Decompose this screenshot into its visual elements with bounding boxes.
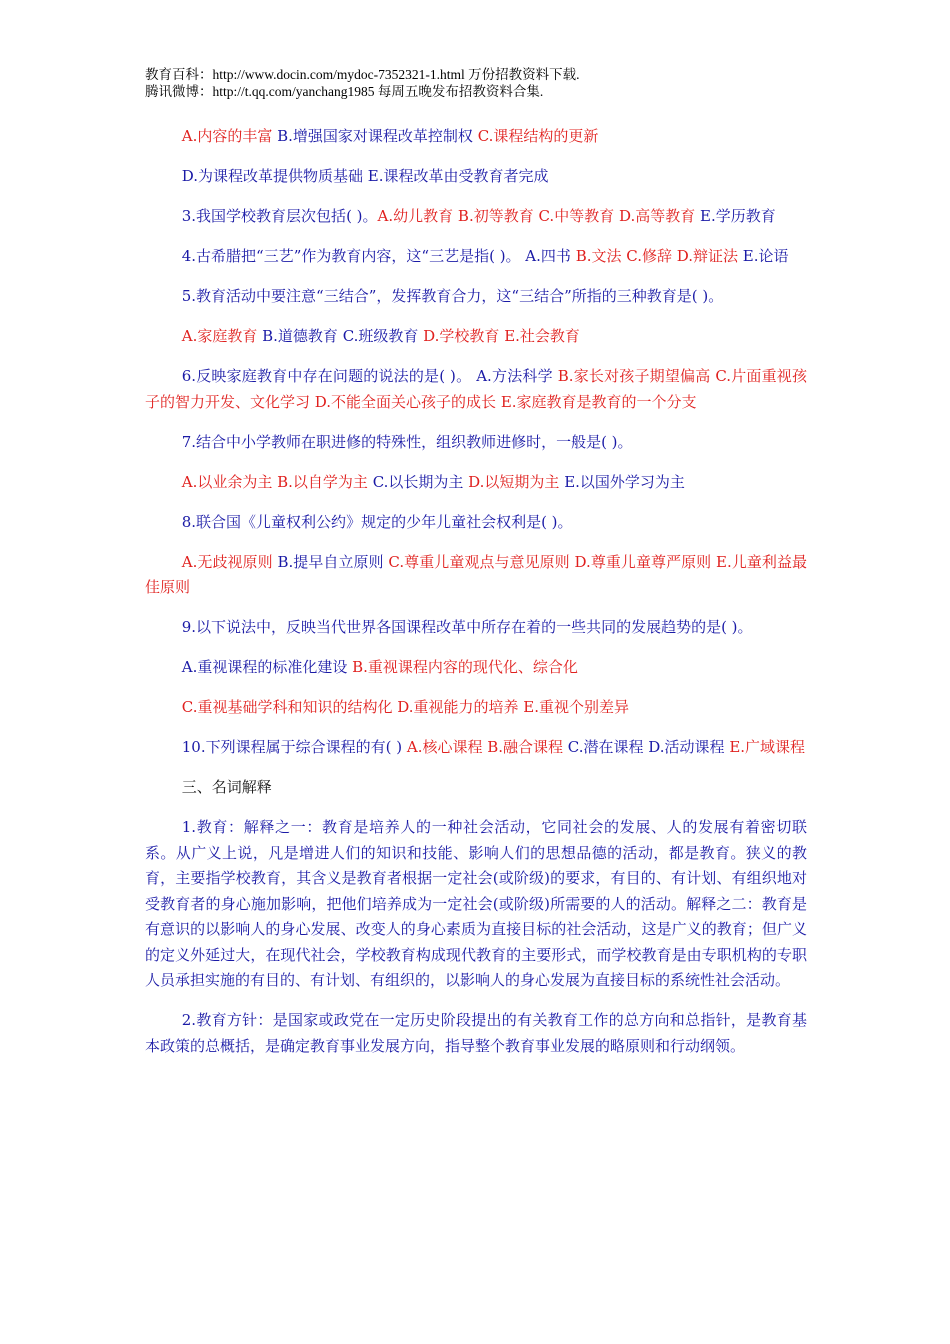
header-line-weibo: 腾讯微博：http://t.qq.com/yanchang1985 每周五晚发布招教资料合集. [145, 84, 544, 99]
text-run: D.辩证法 [676, 247, 743, 265]
paragraph-16 [145, 775, 807, 801]
text-run: 2.教育方针：是国家或政党在一定历史阶段提出的有关教育工作的总方向和总指针，是教育基本政策的总概括，是确定教育事业发展方向，指导整个教育事业发展的略原则和行动纲领。 [145, 1011, 807, 1055]
paragraph-7 [145, 364, 807, 415]
text-run: E.课程改革由受教育者完成 [367, 167, 549, 185]
text-run: 3.我国学校教育层次包括( )。 [181, 207, 378, 225]
text-run: B.重视课程内容的现代化、综合化 [352, 658, 578, 676]
text-run: A.无歧视原则 [181, 552, 278, 571]
text-run: E.广域课程 [729, 738, 806, 756]
paragraph-18 [145, 1008, 807, 1059]
text-run: 10.下列课程属于综合课程的有( ) [181, 738, 407, 756]
paragraph-14 [145, 695, 807, 721]
text-run: D.高等教育 [618, 207, 700, 225]
paragraph-6 [145, 324, 807, 350]
text-run: C.中等教育 [538, 207, 619, 225]
text-run: A.重视课程的标准化建设 [181, 658, 353, 676]
text-run: B.融合课程 [487, 738, 568, 756]
text-run: C.课程结构的更新 [477, 127, 599, 145]
paragraph-2 [145, 164, 807, 190]
paragraph-13 [145, 655, 807, 681]
text-run: E.重视个别差异 [523, 698, 629, 716]
text-run: 三、名词解释 [181, 778, 272, 796]
paragraph-10 [145, 510, 807, 536]
paragraph-11 [145, 550, 807, 601]
text-run: D.为课程改革提供物质基础 [181, 167, 368, 185]
text-run: B.文法 [575, 247, 627, 265]
text-run: A.内容的丰富 [181, 127, 278, 145]
text-run: 4.古希腊把“三艺”作为教育内容，这“三艺是指( )。 A.四书 [181, 247, 576, 265]
header-line-docin: 教育百科：http://www.docin.com/mydoc-7352321-1.html 万份招教资料下载. [145, 67, 580, 82]
text-run: D.尊重儿童尊严原则 [574, 552, 717, 571]
text-run: B.家长对孩子期望偏高 [557, 367, 716, 385]
text-run: 6.反映家庭教育中存在问题的说法的是( )。 A.方法科学 [181, 367, 558, 385]
paragraph-17 [145, 815, 807, 994]
text-run: C.潜在课程 [567, 738, 649, 756]
paragraph-9 [145, 470, 807, 496]
text-run: A.家庭教育 [181, 327, 263, 345]
text-run: B.增强国家对课程改革控制权 [277, 127, 478, 145]
text-run: 7.结合中小学教师在职进修的特殊性，组织教师进修时，一般是( )。 [181, 432, 633, 451]
document-body [145, 124, 807, 1059]
text-run: C.尊重儿童观点与意见原则 [388, 552, 575, 571]
text-run: E.论语 [742, 247, 789, 265]
text-run: E.社会教育 [504, 327, 580, 345]
text-run: E.儿童利益最佳原则 [145, 552, 808, 596]
text-run: D.重视能力的培养 [397, 698, 524, 716]
text-run: C.重视基础学科和知识的结构化 [181, 698, 398, 716]
text-run: C.班级教育 [342, 327, 424, 345]
paragraph-5 [145, 284, 807, 310]
text-run: D.学校教育 [423, 327, 505, 345]
paragraph-15 [145, 735, 807, 761]
paragraph-8 [145, 430, 807, 456]
paragraph-3 [145, 204, 807, 230]
text-run: B.道德教育 [262, 327, 343, 345]
text-run: B.初等教育 [457, 207, 539, 225]
page-header [145, 66, 825, 100]
text-run: E.家庭教育是教育的一个分支 [500, 392, 697, 411]
text-run: A.幼儿教育 [377, 207, 458, 225]
text-run: D.活动课程 [648, 738, 730, 756]
paragraph-1 [145, 124, 807, 150]
text-run: A.核心课程 [406, 738, 488, 756]
text-run: 9.以下说法中，反映当代世界各国课程改革中所存在着的一些共同的发展趋势的是( )。 [181, 618, 753, 636]
text-run: D.以短期为主 [468, 472, 565, 491]
text-run: B.以自学为主 [277, 472, 373, 491]
text-run: E.以国外学习为主 [564, 472, 685, 491]
text-run: C.片面重视孩子的智力开发、文化学习 [145, 367, 807, 411]
paragraph-4 [145, 244, 807, 270]
text-run: C.以长期为主 [372, 472, 469, 491]
text-run: D.不能全面关心孩子的成长 [314, 392, 501, 411]
text-run: 5.教育活动中要注意“三结合”，发挥教育合力，这“三结合”所指的三种教育是( )。 [181, 287, 724, 305]
text-run: E.学历教育 [700, 207, 776, 225]
text-run: C.修辞 [626, 247, 677, 265]
text-run: A.以业余为主 [181, 472, 278, 491]
text-run: 1.教育：解释之一：教育是培养人的一种社会活动，它同社会的发展、人的发展有着密切联系。从广义上说，凡是增进人们的知识和技能、影响人们的思想品德的活动，都是教育。狭义的教育，主要指学校教育，其含义是教育者根据一定社会(或阶级)的要求，有目的、有计划、有组织地对受教育者的身心施加影响，把他们培养成为一定社会(或阶级)所需要的人的活动。解释之二：教育是有意识的以影响人的身心发展、改变人的身心素质为直接目标的社会活动，这是广义的教育；但广义的定义外延过大，在现代社会，学校教育构成现代教育的主要形式，而学校教育是由专职机构的专职人员承担实施的有目的、有计划、有组织的，以影响人的身心发展为直接目标的系统性社会活动。 [145, 818, 807, 989]
text-run: B.提早自立原则 [277, 552, 389, 571]
paragraph-12 [145, 615, 807, 641]
text-run: 8.联合国《儿童权利公约》规定的少年儿童社会权利是( )。 [181, 512, 573, 531]
